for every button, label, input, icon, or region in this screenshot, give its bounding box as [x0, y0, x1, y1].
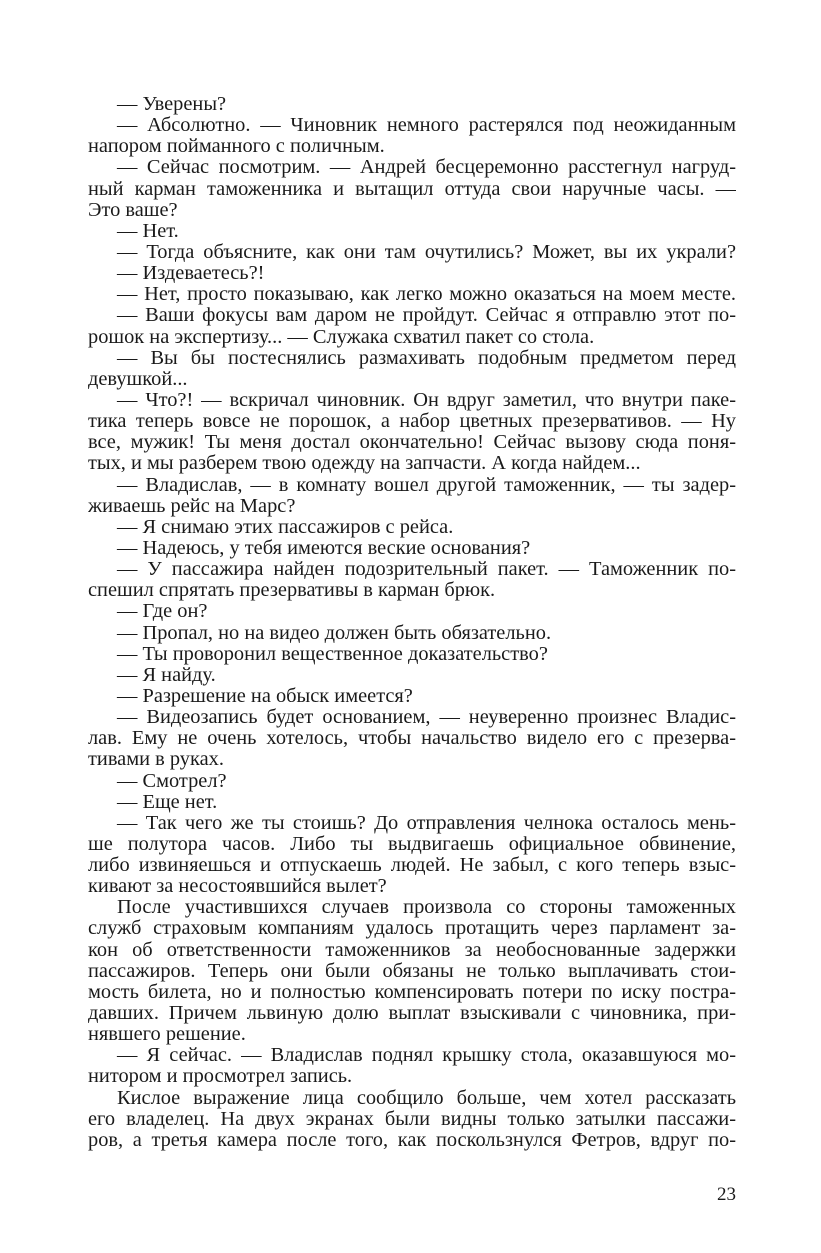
text-line: служб страховым компаниям удалось протащить через парламент за-	[88, 918, 736, 940]
text-line: — Я снимаю этих пассажиров с рейса.	[117, 516, 454, 538]
text-line: либо извиняешься и отпускаешь людей. Не забыл, с кого теперь взыс-	[88, 855, 736, 877]
text-line: — Вы бы постеснялись размахивать подобным предметом перед	[117, 347, 736, 369]
text-line: ный карман таможенника и вытащил оттуда свои наручные часы. —	[88, 178, 736, 200]
text-line: — Издеваетесь?!	[117, 263, 265, 285]
text-line: — Что?! — вскричал чиновник. Он вдруг заметил, что внутри паке-	[117, 389, 736, 411]
text-line: тых, и мы разберем твою одежду на запчасти. А когда найдем...	[88, 453, 641, 475]
text-line: лав. Ему не очень хотелось, чтобы начальство видело его с презерва-	[88, 728, 736, 750]
text-line: Это ваше?	[88, 199, 178, 221]
text-line: кон об ответственности таможенников за необоснованные задержки	[88, 939, 736, 961]
text-line: его владелец. На двух экранах были видны только затылки пассажи-	[88, 1108, 736, 1130]
text-line: нявшего решение.	[88, 1024, 246, 1046]
text-line: — Тогда объясните, как они там очутились? Может, вы их украли?	[117, 241, 736, 263]
text-line: — Уверены?	[117, 94, 227, 115]
text-line: напором пойманного с поличным.	[88, 136, 385, 158]
text-line: — Ваши фокусы вам даром не пройдут. Сейчас я отправлю этот по-	[117, 305, 736, 327]
text-line: пассажиров. Теперь они были обязаны не только выплачивать стои-	[88, 960, 736, 982]
text-line: — Я найду.	[117, 664, 216, 686]
text-line: живаешь рейс на Марс?	[88, 495, 296, 517]
text-line: — Абсолютно. — Чиновник немного растерялся под неожиданным	[117, 115, 736, 137]
text-line: — Сейчас посмотрим. — Андрей бесцеремонно расстегнул нагруд-	[117, 157, 736, 179]
text-line: мость билета, но и полностью компенсировать потери по иску постра-	[88, 981, 736, 1003]
text-line: — Так чего же ты стоишь? До отправления челнока осталось мень-	[117, 812, 736, 834]
text-line: — У пассажира найден подозрительный пакет. — Таможенник по-	[117, 559, 736, 581]
text-line: — Видеозапись будет основанием, — неуверенно произнес Владис-	[117, 707, 736, 729]
text-line: тивами в руках.	[88, 749, 224, 771]
text-line: — Пропал, но на видео должен быть обязательно.	[117, 622, 552, 644]
body-text	[88, 94, 736, 1151]
text-line: ше полутора часов. Либо ты выдвигаешь официальное обвинение,	[88, 833, 736, 855]
page-number: 23	[717, 1184, 736, 1205]
text-line: спешил спрятать презервативы в карман брюк.	[88, 580, 496, 602]
text-line: нитором и просмотрел запись.	[88, 1066, 353, 1088]
text-line: — Смотрел?	[117, 770, 227, 792]
text-line: После участившихся случаев произвола со стороны таможенных	[117, 897, 736, 919]
text-line: — Я сейчас. — Владислав поднял крышку стола, оказавшуюся мо-	[117, 1045, 736, 1067]
text-line: — Нет.	[117, 220, 179, 242]
text-line: — Надеюсь, у тебя имеются веские основания?	[117, 537, 531, 559]
text-line: Кислое выражение лица сообщило больше, чем хотел рассказать	[117, 1087, 736, 1109]
text-line: кивают за несостоявшийся вылет?	[88, 876, 387, 898]
text-line: — Где он?	[117, 601, 208, 623]
text-line: — Еще нет.	[117, 791, 218, 813]
text-line: — Разрешение на обыск имеется?	[117, 685, 413, 707]
text-line: ров, а третья камера после того, как поскользнулся Фетров, вдруг по-	[88, 1129, 736, 1151]
text-line: — Владислав, — в комнату вошел другой таможенник, — ты задер-	[117, 474, 736, 496]
text-line: тика теперь вовсе не порошок, а набор цветных презервативов. — Ну	[88, 411, 736, 433]
text-line: — Нет, просто показываю, как легко можно оказаться на моем месте.	[117, 284, 736, 306]
text-line: девушкой...	[88, 368, 188, 390]
text-line: рошок на экспертизу... — Служака схватил пакет со стола.	[88, 326, 595, 348]
text-line: — Ты проворонил вещественное доказательство?	[117, 643, 548, 665]
text-line: все, мужик! Ты меня достал окончательно! Сейчас вызову сюда поня-	[88, 432, 736, 454]
text-line: давших. Причем львиную долю выплат взыскивали с чиновника, при-	[88, 1003, 736, 1025]
